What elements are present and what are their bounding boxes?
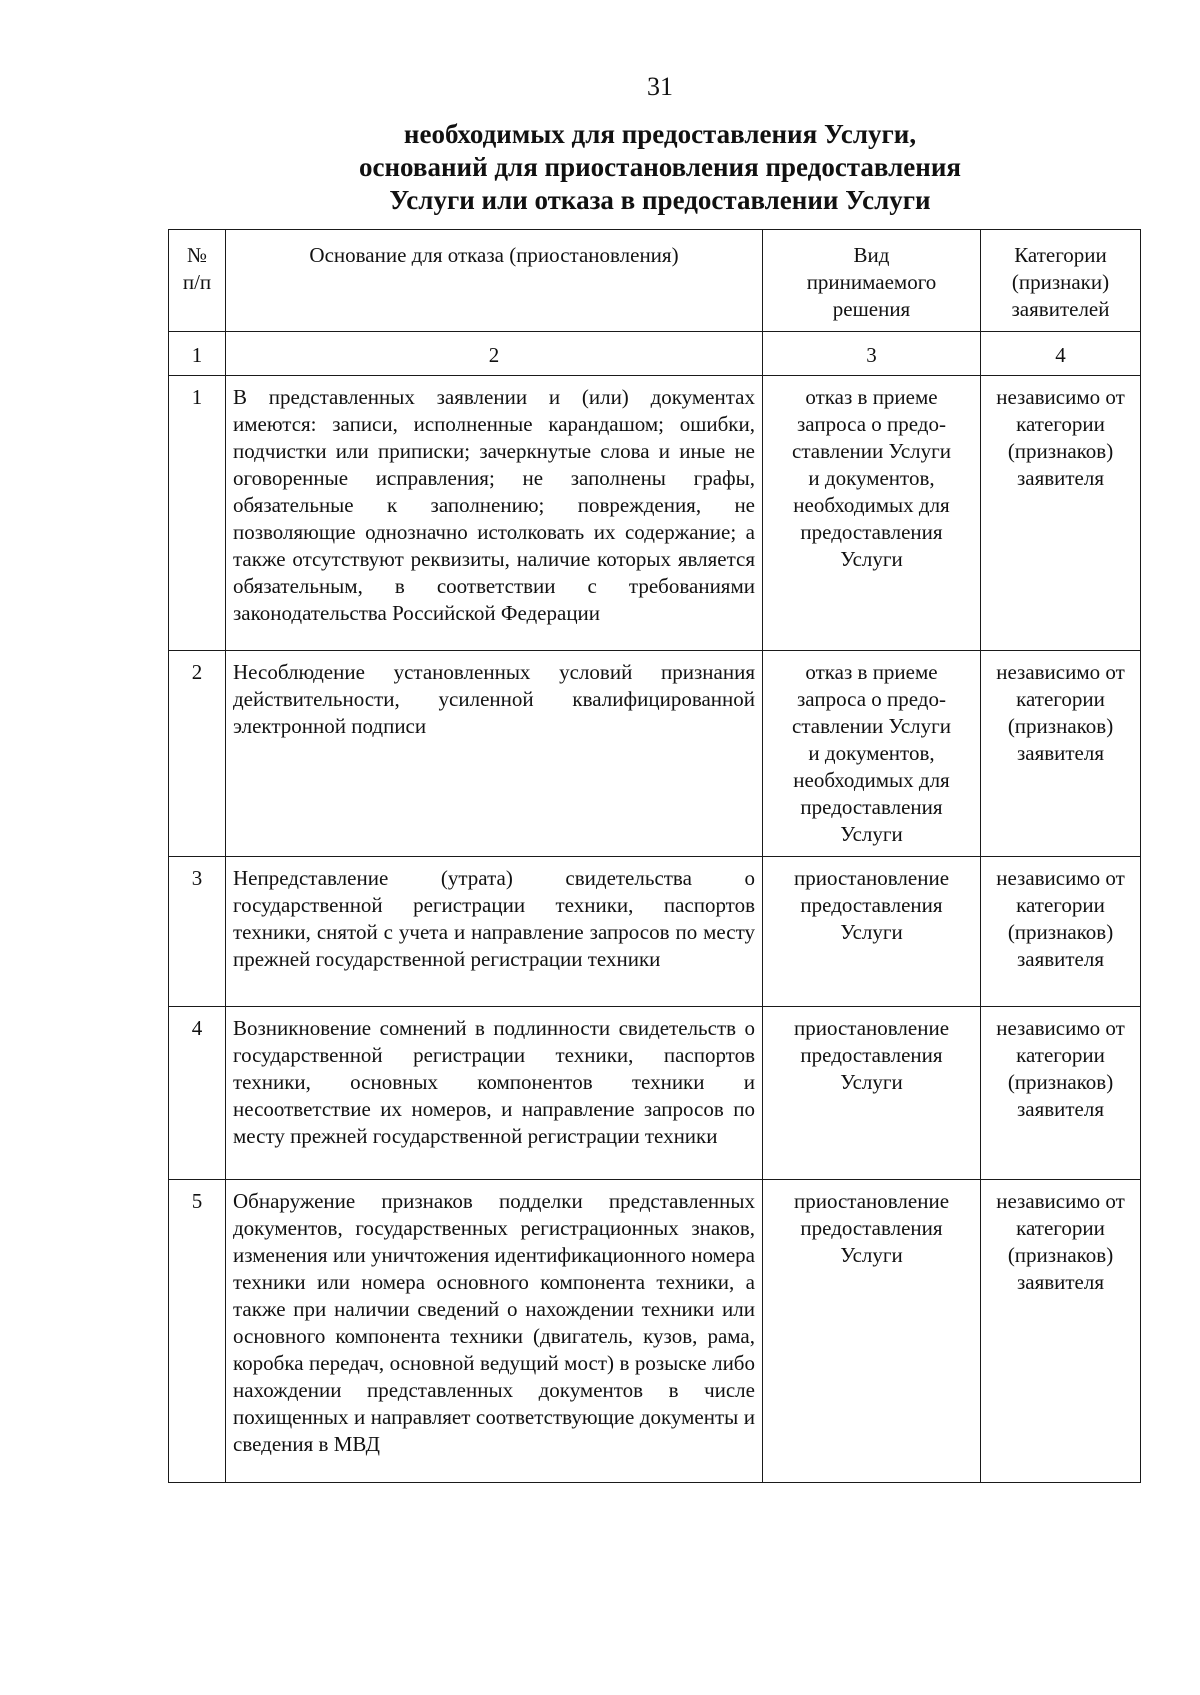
header-num-line: № (186, 243, 208, 267)
category-line: категории (1016, 1043, 1105, 1067)
category-line: независимо от (996, 660, 1125, 684)
column-number: 2 (226, 332, 763, 376)
decision-line: и документов, (808, 466, 935, 490)
decision-line: Услуги (840, 1070, 903, 1094)
row-decision (763, 1180, 981, 1483)
row-category (981, 1007, 1141, 1180)
row-decision (763, 857, 981, 1007)
category-line: независимо от (996, 385, 1125, 409)
title-line: оснований для приостановления предоставления (359, 152, 961, 182)
grounds-table (168, 229, 1141, 1483)
title-line: необходимых для предоставления Услуги, (403, 119, 917, 149)
table-row (169, 1007, 1141, 1180)
page-number: 31 (647, 72, 673, 101)
row-number: 3 (169, 857, 226, 1007)
header-decision-line: решения (832, 297, 911, 321)
header-categories-line: (признаки) (1011, 270, 1110, 294)
decision-line: Услуги (840, 1243, 903, 1267)
decision-line: предоставления (800, 893, 943, 917)
table-row (169, 376, 1141, 651)
category-line: категории (1016, 687, 1105, 711)
row-basis: В представленных заявлении и (или) документах имеются: записи, исполненные карандашом; ошибки, подчистки или приписки; зачеркнутые слова и иные не оговоренные исправления; не заполнены графы, обязательные к заполнению; повреждения, не позволяющие однозначно истолковать их содержание; а также отсутствуют реквизиты, наличие которых является обязательным, в соответствии с требованиями законодательства Российской Федерации (226, 376, 763, 651)
decision-line: необходимых для (793, 493, 950, 517)
row-category (981, 651, 1141, 857)
header-num-line: п/п (182, 270, 212, 294)
row-category (981, 1180, 1141, 1483)
header-categories (981, 230, 1141, 332)
row-decision (763, 376, 981, 651)
category-line: (признаков) (1007, 714, 1114, 738)
decision-line: запроса о предо- (797, 687, 946, 711)
decision-line: ставлении Услуги (792, 714, 951, 738)
row-basis: Обнаружение признаков подделки представленных документов, государственных регистрационных знаков, изменения или уничтожения идентификационного номера техники или номера основного компонента техники, а также при наличии сведений о нахождении техники или основного компонента техники (двигатель, кузов, рама, коробка передач, основной ведущий мост) в розыске либо нахождении представленных документов в числе похищенных и направляет соответствующие документы и сведения в МВД (226, 1180, 763, 1483)
column-number-row (169, 332, 1141, 376)
header-basis: Основание для отказа (приостановления) (226, 230, 763, 332)
row-number: 5 (169, 1180, 226, 1483)
category-line: заявителя (1016, 1097, 1105, 1121)
table-body (169, 376, 1141, 1483)
table-title (300, 118, 1020, 217)
row-category (981, 376, 1141, 651)
column-number: 1 (169, 332, 226, 376)
category-line: (признаков) (1007, 920, 1114, 944)
category-line: категории (1016, 412, 1105, 436)
category-line: заявителя (1016, 741, 1105, 765)
decision-line: отказ в приеме (805, 660, 938, 684)
row-basis: Несоблюдение установленных условий признания действительности, усиленной квалифицированной электронной подписи (226, 651, 763, 857)
decision-line: и документов, (808, 741, 935, 765)
decision-line: Услуги (840, 920, 903, 944)
category-line: независимо от (996, 1189, 1125, 1213)
category-line: заявителя (1016, 466, 1105, 490)
header-row (169, 230, 1141, 332)
decision-line: приостановление (793, 1189, 950, 1213)
decision-line: ставлении Услуги (792, 439, 951, 463)
category-line: (признаков) (1007, 1243, 1114, 1267)
row-decision (763, 651, 981, 857)
header-categories-line: заявителей (1011, 297, 1110, 321)
category-line: (признаков) (1007, 439, 1114, 463)
header-decision (763, 230, 981, 332)
decision-line: приостановление (793, 1016, 950, 1040)
header-categories-line: Категории (1014, 243, 1107, 267)
row-basis: Возникновение сомнений в подлинности свидетельств о государственной регистрации техники, паспортов техники, основных компонентов техники и несоответствие их номеров, и направление запросов по месту прежней государственной регистрации техники (226, 1007, 763, 1180)
decision-line: Услуги (840, 547, 903, 571)
category-line: категории (1016, 893, 1105, 917)
column-number: 3 (763, 332, 981, 376)
column-number: 4 (981, 332, 1141, 376)
table-row (169, 1180, 1141, 1483)
decision-line: приостановление (793, 866, 950, 890)
decision-line: предоставления (800, 520, 943, 544)
row-number: 2 (169, 651, 226, 857)
row-basis: Непредставление (утрата) свидетельства о государственной регистрации техники, паспортов техники, снятой с учета и направление запросов по месту прежней государственной регистрации техники (226, 857, 763, 1007)
category-line: заявителя (1016, 947, 1105, 971)
decision-line: отказ в приеме (805, 385, 938, 409)
category-line: независимо от (996, 1016, 1125, 1040)
row-decision (763, 1007, 981, 1180)
row-number: 1 (169, 376, 226, 651)
decision-line: запроса о предо- (797, 412, 946, 436)
row-category (981, 857, 1141, 1007)
decision-line: предоставления (800, 1216, 943, 1240)
decision-line: Услуги (840, 822, 903, 846)
header-num (169, 230, 226, 332)
decision-line: необходимых для (793, 768, 950, 792)
table-row (169, 651, 1141, 857)
row-number: 4 (169, 1007, 226, 1180)
category-line: категории (1016, 1216, 1105, 1240)
category-line: (признаков) (1007, 1070, 1114, 1094)
header-decision-line: Вид (853, 243, 890, 267)
category-line: заявителя (1016, 1270, 1105, 1294)
table-row (169, 857, 1141, 1007)
category-line: независимо от (996, 866, 1125, 890)
decision-line: предоставления (800, 795, 943, 819)
decision-line: предоставления (800, 1043, 943, 1067)
header-decision-line: принимаемого (806, 270, 937, 294)
title-line: Услуги или отказа в предоставлении Услуги (389, 185, 931, 215)
